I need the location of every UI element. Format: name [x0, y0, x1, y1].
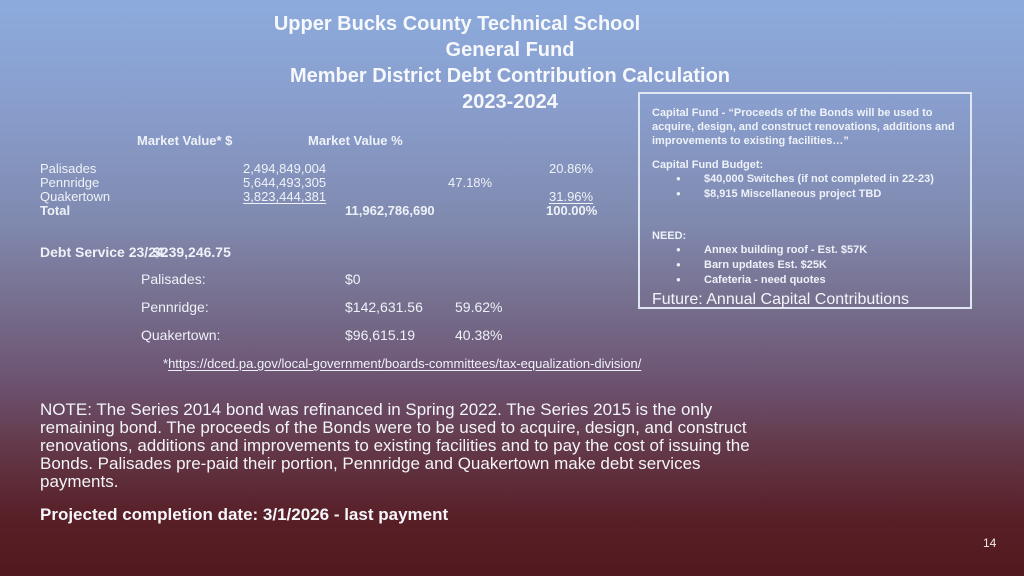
title-line-3: Member District Debt Contribution Calculation [289, 65, 731, 87]
table-row-value-pennridge: 5,644,493,305 [243, 175, 327, 190]
debt-row-label-palisades: Palisades: [141, 271, 206, 287]
table-row-pct-palisades: 20.86% [549, 161, 594, 176]
market-value-dollar-header: Market Value* $ [137, 133, 233, 148]
debt-service-amount: $239,246.75 [153, 244, 231, 260]
debt-row-pct-pennridge: 59.62% [455, 299, 503, 315]
future-contributions-note: Future: Annual Capital Contributions [652, 291, 910, 308]
need-item [652, 258, 958, 273]
source-link-asterisk: * [163, 356, 169, 371]
bullet-icon [676, 258, 684, 273]
debt-row-amount-pennridge: $142,631.56 [345, 299, 423, 315]
table-row-value-quakertown: 3,823,444,381 [243, 189, 327, 204]
source-link-line [163, 357, 641, 371]
table-row-pct-total: 100.00% [546, 203, 598, 218]
need-item-text: Cafeteria - need quotes [704, 274, 826, 286]
debt-service-label: Debt Service 23/24: [40, 244, 169, 260]
debt-row-label-pennridge: Pennridge: [141, 299, 209, 315]
debt-row-amount-palisades: $0 [345, 271, 361, 287]
table-row-value-total: 11,962,786,690 [345, 203, 435, 218]
title-line-2: General Fund [445, 39, 575, 61]
title-line-4: 2023-2024 [462, 91, 558, 113]
table-row-midpct-pennridge: 47.18% [448, 175, 493, 190]
table-row-value-palisades: 2,494,849,004 [243, 161, 327, 176]
debt-row-amount-quakertown: $96,615.19 [345, 327, 416, 343]
debt-row-label-quakertown: Quakertown: [141, 327, 221, 343]
title-line-1: Upper Bucks County Technical School [273, 13, 641, 35]
note-paragraph: NOTE: The Series 2014 bond was refinanced in Spring 2022. The Series 2015 is the only remaining bond. The proceeds of the Bonds were to be used to acquire, design, and construct renovations, additions and improvements to existing facilities and to pay the cost of issuing the Bonds. Palisades pre-paid their portion, Pennridge and Quakertown make debt services payments. [40, 400, 750, 491]
need-item [652, 273, 958, 288]
need-item-text: Annex building roof - Est. $57K [704, 244, 868, 256]
bullet-icon [676, 243, 684, 258]
budget-item [652, 172, 958, 187]
debt-row-pct-quakertown: 40.38% [455, 327, 503, 343]
budget-item-text: $8,915 Miscellaneous project TBD [704, 188, 882, 200]
table-row-label-palisades: Palisades [40, 161, 97, 176]
budget-item-text: $40,000 Switches (if not completed in 22-23) [704, 173, 934, 185]
bullet-icon [676, 172, 684, 187]
table-row-label-pennridge: Pennridge [40, 175, 100, 190]
capital-fund-budget-title: Capital Fund Budget: [652, 159, 764, 171]
need-item-text: Barn updates Est. $25K [704, 259, 827, 271]
table-row-label-quakertown: Quakertown [40, 189, 111, 204]
projected-completion-date: Projected completion date: 3/1/2026 - last payment [40, 505, 449, 524]
capital-fund-box [638, 92, 972, 309]
need-title: NEED: [652, 230, 687, 242]
table-row-label-total: Total [40, 203, 71, 218]
budget-item [652, 187, 958, 202]
market-value-percent-header: Market Value % [308, 133, 403, 148]
page-number: 14 [983, 536, 997, 550]
bullet-icon [676, 273, 684, 288]
tax-equalization-link[interactable]: https://dced.pa.gov/local-government/boards-committees/tax-equalization-division/ [168, 356, 642, 371]
capital-fund-intro: Capital Fund - “Proceeds of the Bonds will be used to acquire, design, and construct renovations, additions and improvements to existing facilities…” [652, 107, 955, 147]
table-row-pct-quakertown: 31.96% [549, 189, 594, 204]
bullet-icon [676, 187, 684, 202]
need-item [652, 243, 958, 258]
